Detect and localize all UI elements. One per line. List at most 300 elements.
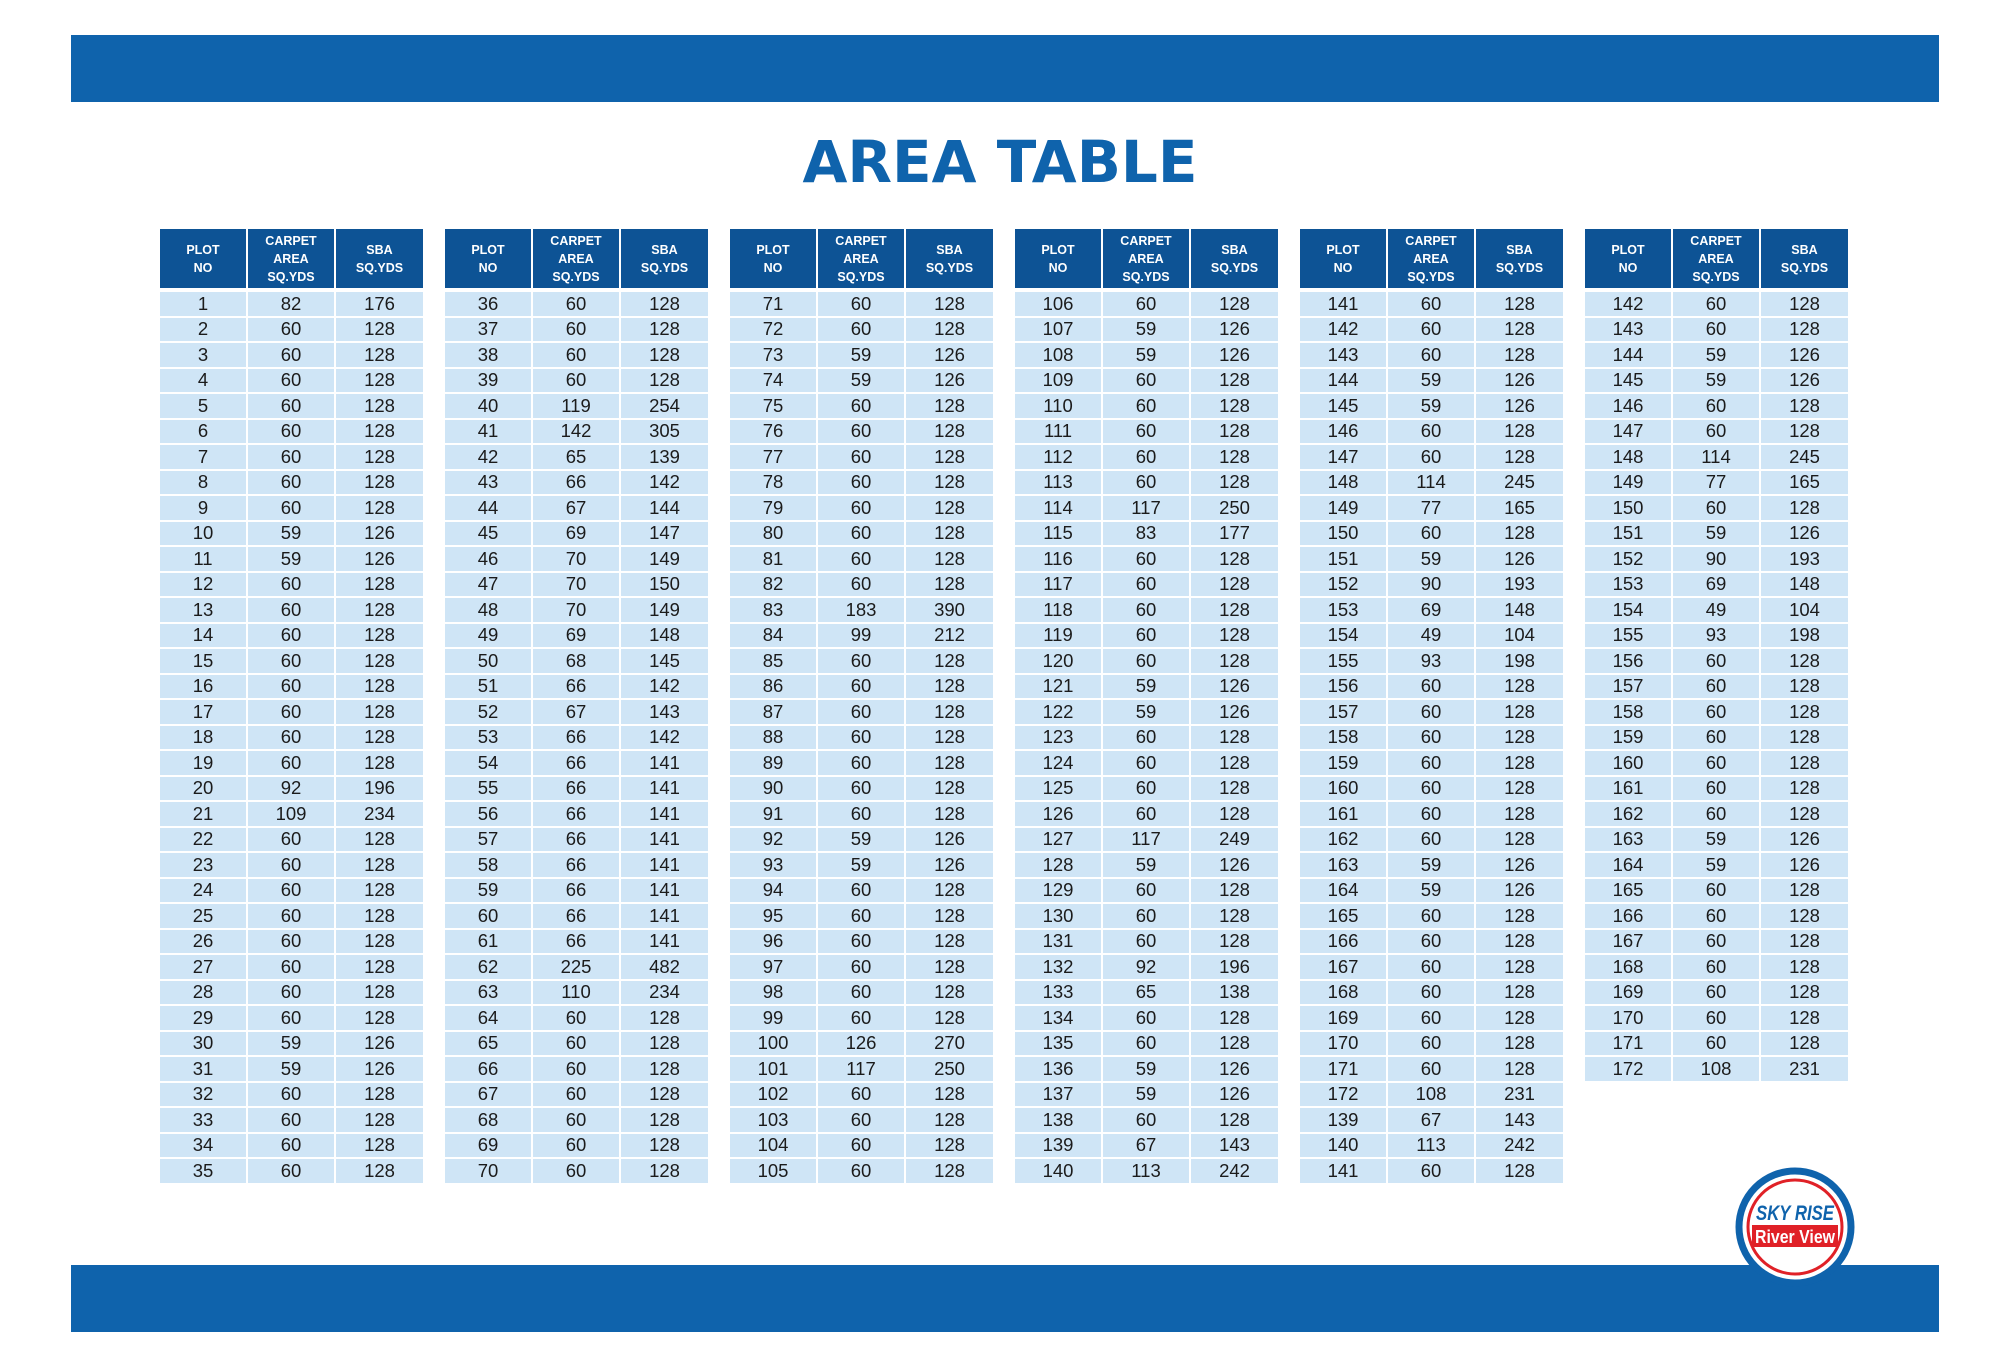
table-row [730,852,993,878]
table-row [1015,470,1278,496]
sba-cell: 128 [1475,776,1563,802]
carpet-area-cell: 60 [1672,1005,1760,1031]
carpet-area-cell: 60 [817,1158,905,1183]
plot-no-cell: 123 [1015,725,1102,751]
sba-cell: 149 [620,597,708,623]
plot-no-cell: 171 [1300,1056,1387,1082]
plot-no-cell: 8 [160,470,247,496]
plot-no-cell: 102 [730,1082,817,1108]
sba-cell: 128 [335,470,423,496]
carpet-area-cell: 119 [532,393,620,419]
carpet-area-cell: 60 [532,1133,620,1159]
header-label: SQ.YDS [925,260,974,275]
carpet-area-cell: 108 [1387,1082,1475,1108]
plot-no-cell: 143 [1585,317,1672,343]
table-row [730,521,993,547]
table-row [160,699,423,725]
carpet-area-cell: 60 [1672,725,1760,751]
carpet-area-cell: 60 [817,393,905,419]
table-row [1300,470,1563,496]
sba-cell: 128 [1760,1031,1848,1057]
carpet-area-cell: 108 [1672,1056,1760,1081]
table-row [160,393,423,419]
header-sba [335,229,423,290]
plot-no-cell: 162 [1300,827,1387,853]
carpet-area-cell: 60 [1387,1005,1475,1031]
sba-cell: 126 [1475,393,1563,419]
logo-text-line1: SKY RISE [1756,1202,1835,1225]
table-row [1585,290,1848,317]
header-label: SQ.YDS [355,260,404,275]
sba-cell: 128 [335,878,423,904]
header-label: NO [1618,260,1638,275]
table-row [160,546,423,572]
sba-cell: 128 [905,393,993,419]
table-row [160,980,423,1006]
sba-cell: 141 [620,801,708,827]
table-row [445,801,708,827]
header-label: PLOT [1611,242,1645,257]
page-title: AREA TABLE [802,128,1198,196]
plot-no-cell: 140 [1015,1158,1102,1183]
carpet-area-cell: 60 [1102,903,1190,929]
plot-no-cell: 148 [1585,444,1672,470]
sba-cell: 128 [620,1082,708,1108]
carpet-area-cell: 60 [1102,572,1190,598]
plot-no-cell: 140 [1300,1133,1387,1159]
carpet-area-cell: 60 [817,290,905,317]
plot-no-cell: 92 [730,827,817,853]
plot-no-cell: 169 [1300,1005,1387,1031]
plot-no-cell: 153 [1585,572,1672,598]
carpet-area-cell: 60 [817,801,905,827]
table-row [160,878,423,904]
sba-cell: 128 [335,954,423,980]
plot-no-cell: 130 [1015,903,1102,929]
sba-cell: 128 [335,1158,423,1183]
table-row [730,623,993,649]
sba-cell: 141 [620,929,708,955]
sba-cell: 254 [620,393,708,419]
carpet-area-cell: 90 [1387,572,1475,598]
table-row [1015,1158,1278,1183]
sba-cell: 245 [1475,470,1563,496]
table-row [160,903,423,929]
sba-cell: 128 [905,903,993,929]
carpet-area-cell: 60 [1102,419,1190,445]
table-row [1585,623,1848,649]
header-carpet-area [1672,229,1760,290]
header-label: SQ.YDS [1122,269,1170,284]
carpet-area-cell: 60 [247,623,335,649]
sba-cell: 141 [620,776,708,802]
carpet-area-cell: 66 [532,725,620,751]
plot-no-cell: 172 [1585,1056,1672,1081]
carpet-area-cell: 60 [247,980,335,1006]
carpet-area-cell: 60 [1672,980,1760,1006]
carpet-area-cell: 60 [1102,750,1190,776]
table-row [1015,1082,1278,1108]
table-row [1015,648,1278,674]
carpet-area-cell: 60 [1672,878,1760,904]
table-header-row [1585,229,1848,290]
plot-no-cell: 159 [1300,750,1387,776]
sba-cell: 128 [1760,699,1848,725]
sba-cell: 128 [620,1158,708,1183]
table-row [160,954,423,980]
table-row [160,725,423,751]
sba-cell: 128 [905,750,993,776]
plot-table-3 [730,229,993,1183]
sba-cell: 128 [620,1005,708,1031]
table-row [160,801,423,827]
table-row [730,470,993,496]
plot-no-cell: 126 [1015,801,1102,827]
plot-no-cell: 63 [445,980,532,1006]
table-row [1015,597,1278,623]
table-row [730,317,993,343]
carpet-area-cell: 59 [1387,852,1475,878]
table-row [445,750,708,776]
plot-no-cell: 160 [1300,776,1387,802]
table-row [445,980,708,1006]
sba-cell: 128 [1190,290,1278,317]
sba-cell: 126 [1760,852,1848,878]
table-row [1585,750,1848,776]
carpet-area-cell: 60 [1387,342,1475,368]
sba-cell: 128 [905,290,993,317]
sba-cell: 128 [335,725,423,751]
plot-no-cell: 76 [730,419,817,445]
carpet-area-cell: 60 [247,903,335,929]
carpet-area-cell: 60 [1102,470,1190,496]
table-row [1300,444,1563,470]
table-row [1585,546,1848,572]
carpet-area-cell: 60 [1387,954,1475,980]
carpet-area-cell: 60 [817,572,905,598]
carpet-area-cell: 60 [817,903,905,929]
carpet-area-cell: 59 [1102,674,1190,700]
sba-cell: 128 [905,1082,993,1108]
table-row [160,674,423,700]
sba-cell: 128 [905,1158,993,1183]
table-row [1015,903,1278,929]
carpet-area-cell: 60 [1102,290,1190,317]
carpet-area-cell: 60 [247,929,335,955]
plot-no-cell: 6 [160,419,247,445]
carpet-area-cell: 92 [247,776,335,802]
table-row [1585,929,1848,955]
header-plot-no [730,229,817,290]
table-row [445,852,708,878]
table-row [445,903,708,929]
plot-no-cell: 59 [445,878,532,904]
sba-cell: 128 [1190,878,1278,904]
plot-no-cell: 5 [160,393,247,419]
carpet-area-cell: 60 [247,750,335,776]
table-row [730,572,993,598]
plot-no-cell: 58 [445,852,532,878]
plot-no-cell: 85 [730,648,817,674]
header-label: PLOT [756,242,790,257]
carpet-area-cell: 60 [817,1082,905,1108]
sba-cell: 128 [1190,444,1278,470]
sba-cell: 128 [905,699,993,725]
carpet-area-cell: 59 [1102,1056,1190,1082]
plot-no-cell: 49 [445,623,532,649]
plot-no-cell: 159 [1585,725,1672,751]
table-row [1585,852,1848,878]
plot-no-cell: 158 [1300,725,1387,751]
plot-no-cell: 29 [160,1005,247,1031]
sba-cell: 270 [905,1031,993,1057]
table-row [445,521,708,547]
sba-cell: 245 [1760,444,1848,470]
plot-no-cell: 64 [445,1005,532,1031]
carpet-area-cell: 60 [247,1133,335,1159]
table-row [160,572,423,598]
carpet-area-cell: 60 [817,419,905,445]
table-row [1300,1056,1563,1082]
carpet-area-cell: 60 [1672,393,1760,419]
header-label: SQ.YDS [1692,269,1740,284]
header-label: SQ.YDS [1210,260,1259,275]
plot-table-5 [1300,229,1563,1183]
sba-cell: 250 [905,1056,993,1082]
table-row [445,878,708,904]
plot-no-cell: 94 [730,878,817,904]
sba-cell: 128 [1760,419,1848,445]
plot-no-cell: 79 [730,495,817,521]
sba-cell: 128 [905,419,993,445]
plot-no-cell: 161 [1300,801,1387,827]
plot-no-cell: 38 [445,342,532,368]
carpet-area-cell: 60 [817,317,905,343]
table-row [1015,929,1278,955]
table-row [730,929,993,955]
table-row [1585,419,1848,445]
sba-cell: 165 [1760,470,1848,496]
table-row [445,827,708,853]
table-row [445,954,708,980]
header-sba [905,229,993,290]
sba-cell: 126 [1760,827,1848,853]
sba-cell: 231 [1475,1082,1563,1108]
plot-no-cell: 138 [1015,1107,1102,1133]
carpet-area-cell: 60 [1672,648,1760,674]
carpet-area-cell: 60 [1387,699,1475,725]
plot-no-cell: 51 [445,674,532,700]
carpet-area-cell: 67 [1102,1133,1190,1159]
header-label: SQ.YDS [1495,260,1544,275]
carpet-area-cell: 59 [817,827,905,853]
header-label: PLOT [186,242,220,257]
table-row [1300,1107,1563,1133]
table-row [730,495,993,521]
plot-no-cell: 90 [730,776,817,802]
plot-no-cell: 108 [1015,342,1102,368]
table-row [1300,725,1563,751]
carpet-area-cell: 60 [532,1107,620,1133]
carpet-area-cell: 60 [247,495,335,521]
sba-cell: 128 [1760,674,1848,700]
sba-cell: 231 [1760,1056,1848,1081]
carpet-area-cell: 65 [532,444,620,470]
plot-no-cell: 1 [160,290,247,317]
sba-cell: 128 [335,393,423,419]
table-row [1015,1133,1278,1159]
carpet-area-cell: 60 [247,368,335,394]
sba-cell: 128 [620,317,708,343]
plot-no-cell: 121 [1015,674,1102,700]
sba-cell: 128 [1760,801,1848,827]
plot-no-cell: 164 [1300,878,1387,904]
table-row [1585,1005,1848,1031]
carpet-area-cell: 60 [1387,1158,1475,1183]
plot-no-cell: 169 [1585,980,1672,1006]
table-row [445,1031,708,1057]
plot-no-cell: 3 [160,342,247,368]
carpet-area-cell: 60 [532,290,620,317]
carpet-area-cell: 66 [532,878,620,904]
table-row [1015,801,1278,827]
table-row [730,1158,993,1183]
sba-cell: 128 [335,1082,423,1108]
plot-no-cell: 143 [1300,342,1387,368]
bottom-banner [71,1265,1939,1332]
plot-no-cell: 119 [1015,623,1102,649]
table-row [160,521,423,547]
table-row [160,317,423,343]
carpet-area-cell: 60 [1672,699,1760,725]
plot-no-cell: 4 [160,368,247,394]
table-row [1300,419,1563,445]
carpet-area-cell: 60 [1387,674,1475,700]
table-row [1300,929,1563,955]
plot-no-cell: 67 [445,1082,532,1108]
carpet-area-cell: 60 [532,1005,620,1031]
table-row [1015,827,1278,853]
sba-cell: 128 [905,1133,993,1159]
carpet-area-cell: 60 [1672,290,1760,317]
carpet-area-cell: 142 [532,419,620,445]
plot-no-cell: 149 [1585,470,1672,496]
plot-no-cell: 88 [730,725,817,751]
table-row [1300,980,1563,1006]
sba-cell: 141 [620,878,708,904]
plot-no-cell: 16 [160,674,247,700]
sba-cell: 128 [905,725,993,751]
plot-no-cell: 17 [160,699,247,725]
plot-no-cell: 145 [1300,393,1387,419]
header-label: SBA [366,242,393,257]
header-label: SQ.YDS [552,269,600,284]
sba-cell: 128 [1475,827,1563,853]
plot-no-cell: 154 [1585,597,1672,623]
plot-no-cell: 157 [1300,699,1387,725]
sba-cell: 126 [1190,1082,1278,1108]
table-row [445,674,708,700]
carpet-area-cell: 60 [817,470,905,496]
plot-no-cell: 110 [1015,393,1102,419]
plot-no-cell: 168 [1585,954,1672,980]
carpet-area-cell: 60 [1387,929,1475,955]
sba-cell: 390 [905,597,993,623]
sba-cell: 128 [1760,648,1848,674]
table-row [1585,1056,1848,1081]
plot-no-cell: 118 [1015,597,1102,623]
table-row [730,1082,993,1108]
carpet-area-cell: 60 [817,1133,905,1159]
plot-no-cell: 40 [445,393,532,419]
table-row [1015,852,1278,878]
table-row [1015,444,1278,470]
header-plot-no [1585,229,1672,290]
carpet-area-cell: 60 [1102,546,1190,572]
plot-no-cell: 150 [1300,521,1387,547]
carpet-area-cell: 69 [532,521,620,547]
table-row [730,776,993,802]
plot-table-1 [160,229,423,1183]
plot-no-cell: 50 [445,648,532,674]
sba-cell: 193 [1760,546,1848,572]
table-row [1300,674,1563,700]
carpet-area-cell: 59 [1387,393,1475,419]
plot-no-cell: 13 [160,597,247,623]
carpet-area-cell: 60 [1102,878,1190,904]
table-row [445,1158,708,1183]
table-row [730,878,993,904]
table-row [1015,623,1278,649]
sba-cell: 147 [620,521,708,547]
sba-cell: 128 [1760,393,1848,419]
carpet-area-cell: 66 [532,470,620,496]
carpet-area-cell: 60 [247,699,335,725]
plot-no-cell: 91 [730,801,817,827]
carpet-area-cell: 60 [817,954,905,980]
sky-rise-river-view-logo [1735,1167,1855,1287]
sba-cell: 126 [1475,878,1563,904]
plot-no-cell: 161 [1585,776,1672,802]
sba-cell: 126 [905,342,993,368]
plot-no-cell: 155 [1585,623,1672,649]
carpet-area-cell: 60 [247,827,335,853]
header-label: CARPET AREA [1405,233,1457,266]
table-row [1585,725,1848,751]
table-row [1585,470,1848,496]
sba-cell: 126 [1190,852,1278,878]
header-label: PLOT [1041,242,1075,257]
sba-cell: 128 [1760,903,1848,929]
table-row [160,495,423,521]
plot-no-cell: 80 [730,521,817,547]
table-row [445,444,708,470]
sba-cell: 128 [1190,1031,1278,1057]
plot-no-cell: 129 [1015,878,1102,904]
plot-no-cell: 154 [1300,623,1387,649]
carpet-area-cell: 113 [1102,1158,1190,1183]
table-row [445,1133,708,1159]
table-row [160,1031,423,1057]
carpet-area-cell: 59 [1102,1082,1190,1108]
table-row [1300,623,1563,649]
sba-cell: 126 [1190,317,1278,343]
sba-cell: 128 [335,444,423,470]
header-label: SQ.YDS [837,269,885,284]
sba-cell: 143 [620,699,708,725]
carpet-area-cell: 117 [1102,495,1190,521]
table-row [1585,597,1848,623]
